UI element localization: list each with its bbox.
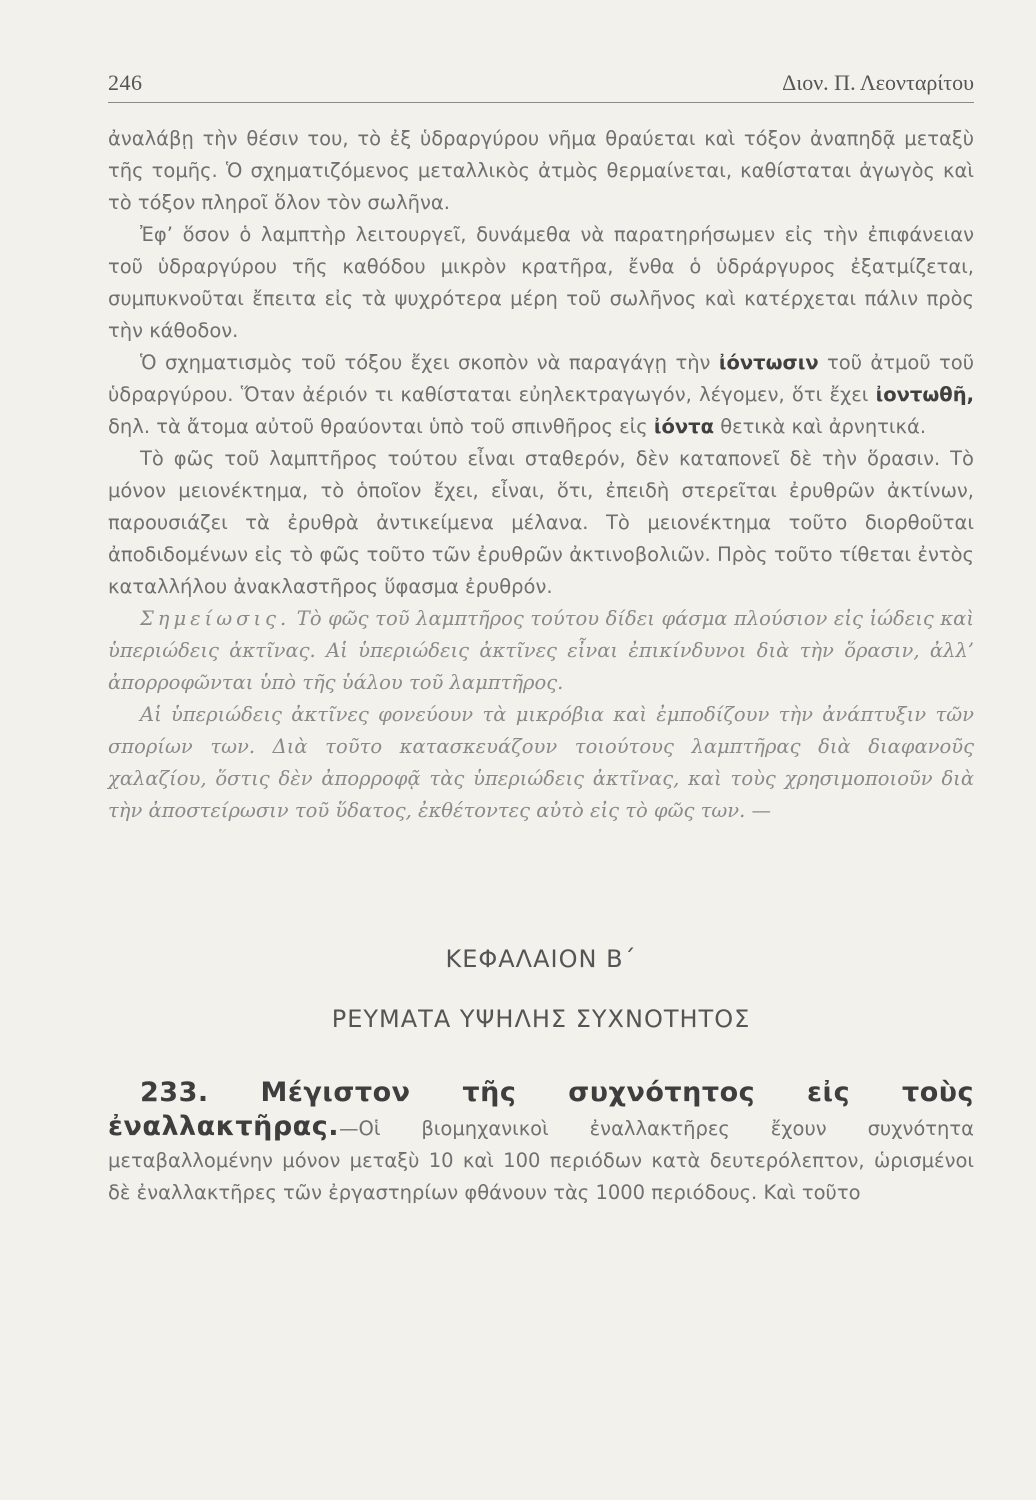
chapter-title: ΡΕΥΜΑΤΑ ΥΨΗΛΗΣ ΣΥΧΝΟΤΗΤΟΣ [331, 1005, 751, 1033]
paragraph-3 [108, 347, 974, 443]
paragraph-3-part-e: θετικὰ καὶ ἀρνητικά. [714, 415, 927, 438]
note-paragraph-2: Αἱ ὑπεριώδεις ἀκτῖνες φονεύουν τὰ μικρόβια καὶ ἐμποδίζουν τὴν ἀνάπτυξιν τῶν σπορίων των. Διὰ τοῦτο κατασκευάζουν τοιούτους λαμπτῆρας διὰ διαφανοῦς χαλαζίου, ὅστις δὲν ἀπορροφᾷ τὰς ὑπεριώδεις ἀκτῖνας, καὶ τοὺς χρησιμοποιοῦν διὰ τὴν ἀποστείρωσιν τοῦ ὕδατος, ἐκθέτοντες αὐτὸ εἰς τὸ φῶς των. — [108, 703, 974, 822]
term-ionta: ἰόντα [653, 415, 714, 438]
chapter-label: ΚΕΦΑΛΑΙΟΝ Β΄ [445, 945, 637, 973]
note-label: Σημείωσις. [140, 607, 291, 630]
running-title: Διον. Π. Λεονταρίτου [782, 70, 974, 95]
paragraph-1: ἀναλάβῃ τὴν θέσιν του, τὸ ἐξ ὑδραργύρου νῆμα θραύεται καὶ τόξον ἀναπηδᾷ μεταξὺ τῆς τομῆς. Ὁ σχηματιζόμενος μεταλλικὸς ἀτμὸς θερμαίνεται, καθίσταται ἀγωγὸς καὶ τὸ τόξον πληροῖ ὅλον τὸν σωλῆνα. [108, 127, 974, 214]
note-text: Τὸ φῶς τοῦ λαμπτῆρος τούτου δίδει φάσμα πλούσιον εἰς ἰώδεις καὶ ὑπεριώδεις ἀκτῖνας. Αἱ ὑπεριώδεις ἀκτῖνες εἶναι ἐπικίνδυνοι διὰ τὴν ὅρασιν, ἀλλ’ ἀπορροφῶνται ὑπὸ τῆς ὑάλου τοῦ λαμπτῆρος. [108, 607, 974, 694]
page-number: 246 [108, 70, 143, 95]
section-text: —Οἱ βιομηχανικοὶ ἐναλλακτῆρες ἔχουν συχνότητα μεταβαλλομένην μόνον μεταξὺ 10 καὶ 100 περιόδων κατὰ δευτερόλεπτον, ὡρισμένοι δὲ ἐναλλακτῆρες τῶν ἐργαστηρίων φθάνουν τὰς 1000 περιόδους. Καὶ τοῦτο [108, 1117, 974, 1204]
running-header [108, 70, 974, 103]
paragraph-3-part-a: Ὁ σχηματισμὸς τοῦ τόξου ἔχει σκοπὸν νὰ παραγάγῃ τὴν [140, 351, 719, 374]
section-heading: 233. Μέγιστον τῆς συχνότητος εἰς τοὺς ἐναλλακτῆρας. [108, 1077, 974, 1142]
paragraph-4: Τὸ φῶς τοῦ λαμπτῆρος τούτου εἶναι σταθερόν, δὲν καταπονεῖ δὲ τὴν ὅρασιν. Τὸ μόνον μειονέκτημα, τὸ ὁποῖον ἔχει, εἶναι, ὅτι, ἐπειδὴ στερεῖται ἐρυθρῶν ἀκτίνων, παρουσιάζει τὰ ἐρυθρὰ ἀντικείμενα μέλανα. Τὸ μειονέκτημα τοῦτο διορθοῦται ἀποδιδομένων εἰς τὸ φῶς τοῦτο τῶν ἐρυθρῶν ἀκτινοβολιῶν. Πρὸς τοῦτο τίθεται ἐντὸς καταλλήλου ἀνακλαστῆρος ὕφασμα ἐρυθρόν. [108, 447, 974, 598]
section-233 [108, 1077, 974, 1209]
term-iontothe: ἰοντωθῆ, [875, 383, 974, 406]
main-text [108, 123, 974, 827]
paragraph-2: Ἐφ’ ὅσον ὁ λαμπτὴρ λειτουργεῖ, δυνάμεθα νὰ παρατηρήσωμεν εἰς τὴν ἐπιφάνειαν τοῦ ὑδραργύρου τῆς καθόδου μικρὸν κρατῆρα, ἔνθα ὁ ὑδράργυρος ἐξατμίζεται, συμπυκνοῦται ἔπειτα εἰς τὰ ψυχρότερα μέρη τοῦ σωλῆνος καὶ κατέρχεται πάλιν πρὸς τὴν κάθοδον. [108, 223, 974, 342]
paragraph-3-part-d: δηλ. τὰ ἄτομα αὐτοῦ θραύονται ὑπὸ τοῦ σπινθῆρος εἰς [108, 415, 654, 438]
book-page [108, 70, 974, 1209]
note-paragraph [108, 603, 974, 699]
section-paragraph [108, 1077, 974, 1209]
term-iontosis: ἰόντωσιν [718, 351, 819, 374]
paragraph-3-part-c: τοῦ ἀτμοῦ τοῦ ὑδραργύρου. Ὅταν ἀέριόν τι καθίσταται εὐηλεκτραγωγόν, λέγομεν, ὅτι ἔχει [108, 351, 974, 406]
